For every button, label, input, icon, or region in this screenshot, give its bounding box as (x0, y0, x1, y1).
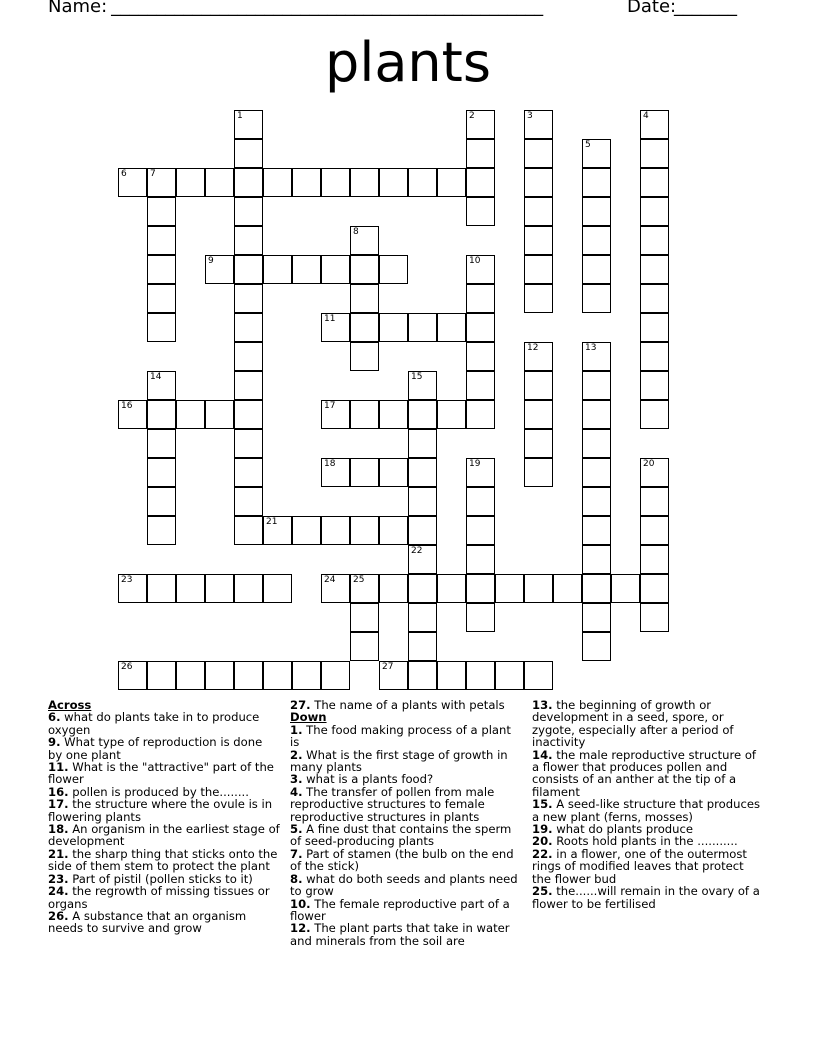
clue-item (290, 823, 522, 848)
crossword-cell[interactable] (263, 574, 292, 603)
crossword-cell[interactable] (292, 255, 321, 284)
crossword-cell[interactable] (611, 574, 640, 603)
crossword-cell[interactable] (582, 574, 611, 603)
crossword-cell[interactable] (147, 371, 176, 400)
crossword-cell[interactable] (640, 574, 669, 603)
clue-item (532, 848, 764, 885)
clue-text: in a flower, one of the outermost rings of modified leaves that protect the flower bud (532, 846, 747, 886)
crossword-cell[interactable] (582, 284, 611, 313)
crossword-cell[interactable] (176, 168, 205, 197)
crossword-cell[interactable] (466, 139, 495, 168)
clue-text: The transfer of pollen from male reproductive structures to female reproductive structures in plants (290, 784, 495, 824)
crossword-cell[interactable] (437, 661, 466, 690)
clue-text: A seed-like structure that produces a new plant (ferns, mosses) (532, 797, 761, 824)
crossword-cell[interactable] (466, 168, 495, 197)
crossword-cell[interactable] (263, 168, 292, 197)
clue-number: 22 (411, 546, 423, 556)
crossword-cell[interactable] (582, 516, 611, 545)
clue-item (290, 873, 522, 898)
crossword-cell[interactable] (582, 371, 611, 400)
clue-number: 16 (121, 401, 133, 411)
clue-number: 7 (150, 169, 156, 179)
crossword-cell[interactable] (408, 400, 437, 429)
clue-text: the......will remain in the ovary of a flower to be fertilised (532, 884, 760, 911)
crossword-cell[interactable] (350, 342, 379, 371)
crossword-cell[interactable] (524, 110, 553, 139)
crossword-cell[interactable] (640, 603, 669, 632)
crossword-cell[interactable] (234, 487, 263, 516)
crossword-cell[interactable] (321, 458, 350, 487)
crossword-cell[interactable] (466, 371, 495, 400)
clue-number-label: 25. (532, 884, 553, 899)
crossword-cell[interactable] (263, 516, 292, 545)
crossword-cell[interactable] (147, 255, 176, 284)
clue-item (532, 885, 764, 910)
clue-number: 23 (121, 575, 133, 585)
crossword-cell[interactable] (147, 284, 176, 313)
clue-number-label: 6. (48, 710, 61, 725)
crossword-cell[interactable] (147, 574, 176, 603)
crossword-cell[interactable] (408, 168, 437, 197)
crossword-cell[interactable] (640, 342, 669, 371)
clue-section-heading: Across (48, 698, 92, 712)
clues-column-2 (290, 699, 522, 947)
clue-section-heading: Down (290, 710, 327, 725)
clue-number: 14 (150, 372, 162, 382)
clue-item (290, 922, 522, 947)
clue-number-label: 15. (532, 797, 553, 812)
crossword-cell[interactable] (118, 400, 147, 429)
clue-text: What is the "attractive" part of the flower (48, 760, 274, 787)
crossword-cell[interactable] (234, 139, 263, 168)
crossword-cell[interactable] (640, 139, 669, 168)
crossword-cell[interactable] (582, 487, 611, 516)
crossword-cell[interactable] (350, 313, 379, 342)
clue-number: 18 (324, 459, 336, 469)
clue-number-label: 3. (290, 772, 303, 787)
crossword-cell[interactable] (379, 400, 408, 429)
clue-number-label: 13. (532, 698, 553, 712)
crossword-cell[interactable] (582, 197, 611, 226)
crossword-cell[interactable] (350, 603, 379, 632)
crossword-cell[interactable] (234, 284, 263, 313)
crossword-cell[interactable] (350, 400, 379, 429)
crossword-cell[interactable] (147, 197, 176, 226)
crossword-cell[interactable] (205, 168, 234, 197)
crossword-cell[interactable] (147, 516, 176, 545)
crossword-cell[interactable] (524, 661, 553, 690)
crossword-cell[interactable] (234, 168, 263, 197)
crossword-cell[interactable] (234, 197, 263, 226)
crossword-cell[interactable] (234, 429, 263, 458)
crossword-cell[interactable] (379, 168, 408, 197)
clue-item (290, 786, 522, 823)
crossword-cell[interactable] (640, 487, 669, 516)
crossword-cell[interactable] (408, 603, 437, 632)
crossword-cell[interactable] (582, 342, 611, 371)
clue-number-label: 27. (290, 698, 311, 712)
crossword-cell[interactable] (524, 400, 553, 429)
clue-number: 3 (527, 111, 533, 121)
clue-item (290, 898, 522, 923)
crossword-cell[interactable] (640, 371, 669, 400)
crossword-cell[interactable] (321, 168, 350, 197)
clue-item (290, 848, 522, 873)
crossword-cell[interactable] (205, 255, 234, 284)
crossword-cell[interactable] (582, 429, 611, 458)
crossword-cell[interactable] (582, 226, 611, 255)
crossword-cell[interactable] (350, 284, 379, 313)
crossword-cell[interactable] (176, 574, 205, 603)
crossword-cell[interactable] (524, 429, 553, 458)
clue-item (290, 749, 522, 774)
crossword-cell[interactable] (437, 574, 466, 603)
clue-text: A fine dust that contains the sperm of seed-producing plants (290, 822, 512, 849)
clue-number: 19 (469, 459, 481, 469)
crossword-cell[interactable] (466, 400, 495, 429)
crossword-cell[interactable] (234, 661, 263, 690)
clue-text: What type of reproduction is done by one plant (48, 735, 263, 762)
crossword-cell[interactable] (234, 342, 263, 371)
crossword-cell[interactable] (466, 603, 495, 632)
crossword-cell[interactable] (466, 574, 495, 603)
crossword-cell[interactable] (234, 255, 263, 284)
crossword-cell[interactable] (379, 574, 408, 603)
clue-text: what do both seeds and plants need to grow (290, 871, 518, 899)
crossword-cell[interactable] (234, 226, 263, 255)
crossword-cell[interactable] (524, 284, 553, 313)
clue-text: what do plants produce (552, 822, 694, 837)
clue-number-label: 16. (48, 784, 69, 799)
clue-number-label: 18. (48, 822, 69, 837)
crossword-cell[interactable] (176, 400, 205, 429)
clue-number-label: 1. (290, 722, 303, 737)
crossword-cell[interactable] (147, 226, 176, 255)
crossword-cell[interactable] (640, 110, 669, 139)
crossword-cell[interactable] (292, 516, 321, 545)
crossword-cell[interactable] (234, 400, 263, 429)
clue-text: The female reproductive part of a flower (290, 896, 510, 923)
clue-number: 15 (411, 372, 423, 382)
clue-number: 9 (208, 256, 214, 266)
crossword-cell[interactable] (582, 400, 611, 429)
crossword-cell[interactable] (582, 632, 611, 661)
clue-number-label: 24. (48, 884, 69, 899)
crossword-cell[interactable] (640, 197, 669, 226)
crossword-cell[interactable] (321, 574, 350, 603)
crossword-cell[interactable] (234, 516, 263, 545)
crossword-cell[interactable] (640, 168, 669, 197)
clue-item (48, 711, 280, 736)
clue-text: The plant parts that take in water and minerals from the soil are (290, 921, 510, 948)
crossword-cell[interactable] (147, 661, 176, 690)
crossword-cell[interactable] (466, 661, 495, 690)
clue-number: 12 (527, 343, 539, 353)
crossword-cell[interactable] (176, 661, 205, 690)
clue-number: 21 (266, 517, 278, 527)
clue-number: 6 (121, 169, 127, 179)
clue-number: 11 (324, 314, 336, 324)
clue-number: 8 (353, 227, 359, 237)
clue-item (48, 823, 280, 848)
clue-number: 2 (469, 111, 475, 121)
clue-text: An organism in the earliest stage of development (48, 822, 280, 849)
clue-text: What is the first stage of growth in many plants (290, 747, 508, 775)
crossword-cell[interactable] (147, 168, 176, 197)
clue-item (48, 910, 280, 935)
crossword-cell[interactable] (234, 110, 263, 139)
crossword-cell[interactable] (524, 226, 553, 255)
crossword-cell[interactable] (582, 545, 611, 574)
clue-number: 5 (585, 140, 591, 150)
clue-number-label: 9. (48, 735, 61, 750)
clue-text: Part of pistil (pollen sticks to it) (68, 871, 253, 886)
clue-text: the sharp thing that sticks onto the side of them stem to protect the plant (48, 846, 278, 874)
clue-text: Part of stamen (the bulb on the end of the stick) (290, 846, 514, 874)
crossword-cell[interactable] (582, 168, 611, 197)
crossword-cell[interactable] (147, 429, 176, 458)
clue-number: 27 (382, 662, 394, 672)
clue-number-label: 17. (48, 797, 69, 812)
crossword-cell[interactable] (350, 168, 379, 197)
clue-number: 4 (643, 111, 649, 121)
crossword-cell[interactable] (379, 255, 408, 284)
clue-number: 17 (324, 401, 336, 411)
crossword-cell[interactable] (379, 458, 408, 487)
clue-text: A substance that an organism needs to survive and grow (48, 908, 247, 936)
date-input-line[interactable]: _______ (674, 0, 737, 17)
clue-item (290, 724, 522, 749)
clue-number-label: 21. (48, 846, 69, 861)
name-label: Name: (48, 0, 108, 17)
clue-item (532, 798, 764, 823)
crossword-cell[interactable] (437, 168, 466, 197)
crossword-cell[interactable] (205, 400, 234, 429)
crossword-cell[interactable] (350, 458, 379, 487)
crossword-cell[interactable] (205, 661, 234, 690)
clue-number: 24 (324, 575, 336, 585)
crossword-cell[interactable] (408, 516, 437, 545)
clue-text: the structure where the ovule is in flowering plants (48, 797, 273, 824)
crossword-cell[interactable] (640, 516, 669, 545)
crossword-cell[interactable] (350, 632, 379, 661)
clue-text: the male reproductive structure of a flower that produces pollen and consists of an anther at the tip of a filament (532, 747, 756, 799)
clue-text: the regrowth of missing tissues or organs (48, 884, 270, 911)
clue-number: 20 (643, 459, 655, 469)
crossword-cell[interactable] (640, 545, 669, 574)
crossword-cell[interactable] (321, 400, 350, 429)
crossword-cell[interactable] (263, 661, 292, 690)
clue-text: pollen is produced by the........ (68, 784, 249, 799)
date-label: Date: (627, 0, 677, 17)
crossword-cell[interactable] (408, 458, 437, 487)
crossword-cell[interactable] (147, 487, 176, 516)
crossword-cell[interactable] (205, 574, 234, 603)
crossword-cell[interactable] (350, 574, 379, 603)
crossword-cell[interactable] (466, 255, 495, 284)
clue-item (48, 798, 280, 823)
clue-number-label: 5. (290, 822, 303, 837)
crossword-cell[interactable] (147, 313, 176, 342)
clue-number-label: 2. (290, 747, 303, 762)
clue-item (532, 749, 764, 799)
crossword-cell[interactable] (466, 545, 495, 574)
crossword-cell[interactable] (466, 284, 495, 313)
crossword-cell[interactable] (234, 371, 263, 400)
crossword-cell[interactable] (408, 487, 437, 516)
crossword-cell[interactable] (263, 255, 292, 284)
crossword-cell[interactable] (466, 110, 495, 139)
crossword-cell[interactable] (466, 313, 495, 342)
crossword-cell[interactable] (379, 313, 408, 342)
clues-column-3 (532, 699, 764, 910)
crossword-cell[interactable] (582, 603, 611, 632)
crossword-cell[interactable] (118, 168, 147, 197)
clue-number-label: 10. (290, 896, 311, 911)
crossword-cell[interactable] (292, 661, 321, 690)
crossword-cell[interactable] (147, 458, 176, 487)
crossword-cell[interactable] (408, 371, 437, 400)
clue-text: Roots hold plants in the ........... (552, 834, 738, 849)
crossword-cell[interactable] (524, 342, 553, 371)
crossword-cell[interactable] (234, 458, 263, 487)
crossword-cell[interactable] (524, 197, 553, 226)
crossword-cell[interactable] (495, 574, 524, 603)
crossword-cell[interactable] (582, 255, 611, 284)
clue-text: The food making process of a plant is (290, 722, 511, 750)
crossword-cell[interactable] (640, 400, 669, 429)
clue-item (48, 848, 280, 873)
crossword-cell[interactable] (408, 574, 437, 603)
crossword-cell[interactable] (437, 400, 466, 429)
crossword-cell[interactable] (495, 661, 524, 690)
clue-number-label: 7. (290, 846, 303, 861)
clue-number: 13 (585, 343, 597, 353)
crossword-cell[interactable] (292, 168, 321, 197)
crossword-cell[interactable] (408, 313, 437, 342)
crossword-cell[interactable] (524, 255, 553, 284)
crossword-cell[interactable] (582, 139, 611, 168)
crossword-cell[interactable] (640, 458, 669, 487)
crossword-cell[interactable] (321, 516, 350, 545)
clue-text: what do plants take in to produce oxygen (48, 710, 260, 737)
crossword-cell[interactable] (437, 313, 466, 342)
crossword-cell[interactable] (118, 574, 147, 603)
crossword-cell[interactable] (379, 516, 408, 545)
crossword-cell[interactable] (466, 197, 495, 226)
crossword-cell[interactable] (379, 661, 408, 690)
crossword-cell[interactable] (524, 574, 553, 603)
clue-number-label: 4. (290, 784, 303, 799)
crossword-cell[interactable] (640, 284, 669, 313)
crossword-cell[interactable] (118, 661, 147, 690)
crossword-cell[interactable] (408, 661, 437, 690)
crossword-cell[interactable] (466, 487, 495, 516)
page-title: plants (325, 31, 491, 94)
crossword-cell[interactable] (524, 168, 553, 197)
crossword-cell[interactable] (466, 458, 495, 487)
clue-number-label: 26. (48, 908, 69, 923)
clue-number-label: 11. (48, 760, 69, 775)
crossword-cell[interactable] (234, 313, 263, 342)
name-input-line[interactable]: ________________________________________________ (111, 0, 544, 17)
clue-text: what is a plants food? (302, 772, 434, 787)
clue-number-label: 12. (290, 921, 311, 936)
crossword-cell[interactable] (466, 342, 495, 371)
crossword-cell[interactable] (640, 226, 669, 255)
clue-number-label: 23. (48, 871, 69, 886)
clue-number: 25 (353, 575, 365, 585)
crossword-cell[interactable] (640, 255, 669, 284)
clue-item (48, 736, 280, 761)
crossword-cell[interactable] (408, 632, 437, 661)
crossword-cell[interactable] (408, 429, 437, 458)
crossword-cell[interactable] (350, 226, 379, 255)
crossword-cell[interactable] (408, 545, 437, 574)
clue-number: 26 (121, 662, 133, 672)
clues-column-1 (48, 699, 280, 935)
crossword-cell[interactable] (466, 516, 495, 545)
clue-text: the beginning of growth or development in a seed, spore, or zygote, especially after a period of inactivity (532, 698, 734, 750)
clue-number-label: 20. (532, 834, 553, 849)
crossword-cell[interactable] (147, 400, 176, 429)
crossword-cell[interactable] (582, 458, 611, 487)
crossword-cell[interactable] (234, 574, 263, 603)
clue-item (532, 699, 764, 749)
crossword-cell[interactable] (553, 574, 582, 603)
crossword-cell[interactable] (321, 313, 350, 342)
clue-number-label: 14. (532, 747, 553, 762)
clue-number-label: 8. (290, 871, 303, 886)
clue-number: 1 (237, 111, 243, 121)
clue-number-label: 19. (532, 822, 553, 837)
crossword-cell[interactable] (640, 313, 669, 342)
clue-item (48, 885, 280, 910)
crossword-cell[interactable] (321, 255, 350, 284)
clue-number-label: 22. (532, 846, 553, 861)
clue-text: The name of a plants with petals (310, 698, 505, 712)
crossword-cell[interactable] (524, 371, 553, 400)
crossword-cell[interactable] (350, 255, 379, 284)
crossword-cell[interactable] (321, 661, 350, 690)
crossword-cell[interactable] (350, 516, 379, 545)
crossword-cell[interactable] (524, 458, 553, 487)
clue-item (48, 761, 280, 786)
crossword-cell[interactable] (524, 139, 553, 168)
clue-number: 10 (469, 256, 481, 266)
